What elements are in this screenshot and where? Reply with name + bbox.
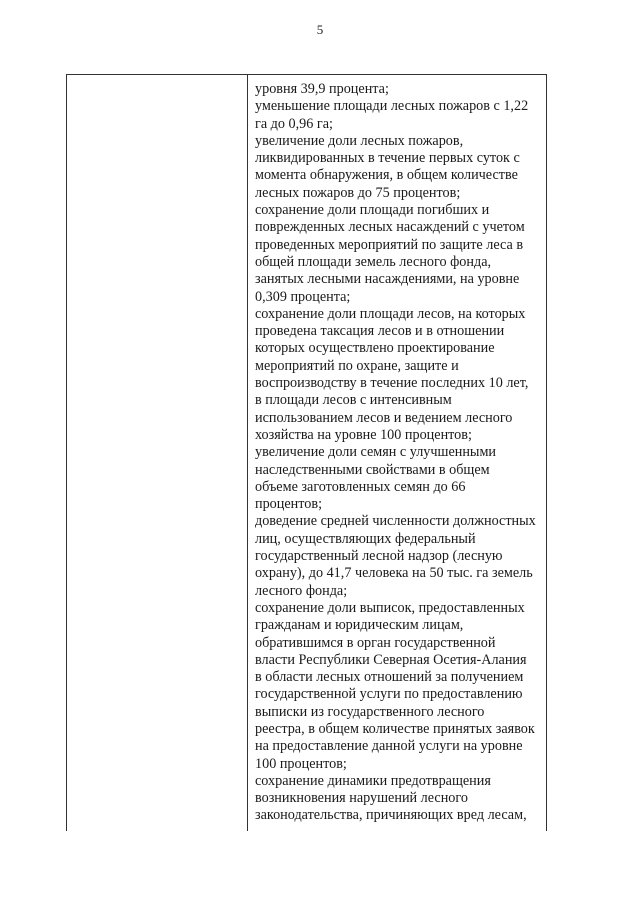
text-line: охрану), до 41,7 человека на 50 тыс. га земель (255, 565, 533, 582)
text-line: законодательства, причиняющих вред лесам, (255, 807, 527, 824)
text-line: поврежденных лесных насаждений с учетом (255, 219, 525, 236)
text-line: выписки из государственного лесного (255, 703, 485, 720)
text-line: 100 процентов; (255, 755, 347, 772)
text-line: лиц, осуществляющих федеральный (255, 530, 476, 547)
text-line: процентов; (255, 496, 323, 513)
table-left-cell (67, 75, 248, 831)
text-line: лесного фонда; (255, 582, 348, 599)
document-table (66, 74, 547, 831)
text-line: уровня 39,9 процента; (255, 81, 389, 97)
text-line: гражданам и юридическим лицам, (255, 617, 464, 634)
text-line: власти Республики Северная Осетия-Алания (255, 651, 527, 668)
text-line: обратившимся в орган государственной (255, 634, 496, 651)
text-line: лесных пожаров до 75 процентов; (255, 184, 461, 201)
text-line: возникновения нарушений лесного (255, 790, 468, 807)
text-line: хозяйства на уровне 100 процентов; (255, 426, 472, 443)
text-line: проведена таксация лесов и в отношении (255, 323, 505, 340)
text-line: ликвидированных в течение первых суток с (255, 150, 520, 167)
text-line: использованием лесов и ведением лесного (255, 409, 513, 426)
text-line: государственной услуги по предоставлению (255, 686, 523, 703)
text-line: увеличение доли лесных пожаров, (255, 132, 464, 149)
text-line: момента обнаружения, в общем количестве (255, 167, 518, 184)
text-line: проведенных мероприятий по защите леса в (255, 236, 524, 253)
text-line: на предоставление данной услуги на уровне (255, 738, 523, 755)
text-line: в области лесных отношений за получением (255, 669, 524, 686)
text-line: общей площади земель лесного фонда, (255, 253, 492, 270)
table-right-cell (248, 75, 546, 831)
text-line: сохранение доли площади лесов, на которых (255, 305, 526, 322)
text-line: в площади лесов с интенсивным (255, 392, 452, 409)
text-line: воспроизводству в течение последних 10 лет, (255, 375, 529, 392)
text-line: сохранение доли площади погибших и (255, 202, 490, 219)
text-line: государственный лесной надзор (лесную (255, 548, 503, 565)
text-line: 0,309 процента; (255, 288, 351, 305)
text-line: наследственными свойствами в общем (255, 461, 490, 478)
text-line: мероприятий по охране, защите и (255, 357, 459, 374)
text-line: увеличение доли семян с улучшенными (255, 444, 497, 461)
page-number: 5 (316, 22, 324, 37)
text-line: уменьшение площади лесных пожаров с 1,22 (255, 98, 529, 115)
text-line: доведение средней численности должностных (255, 513, 536, 530)
text-line: га до 0,96 га; (255, 115, 333, 132)
text-line: реестра, в общем количестве принятых заявок (255, 720, 535, 737)
text-line: сохранение доли выписок, предоставленных (255, 599, 525, 616)
text-line: объеме заготовленных семян до 66 (255, 478, 466, 495)
text-line: сохранение динамики предотвращения (255, 772, 491, 789)
text-line: которых осуществлено проектирование (255, 340, 495, 357)
text-line: занятых лесными насаждениями, на уровне (255, 271, 520, 288)
